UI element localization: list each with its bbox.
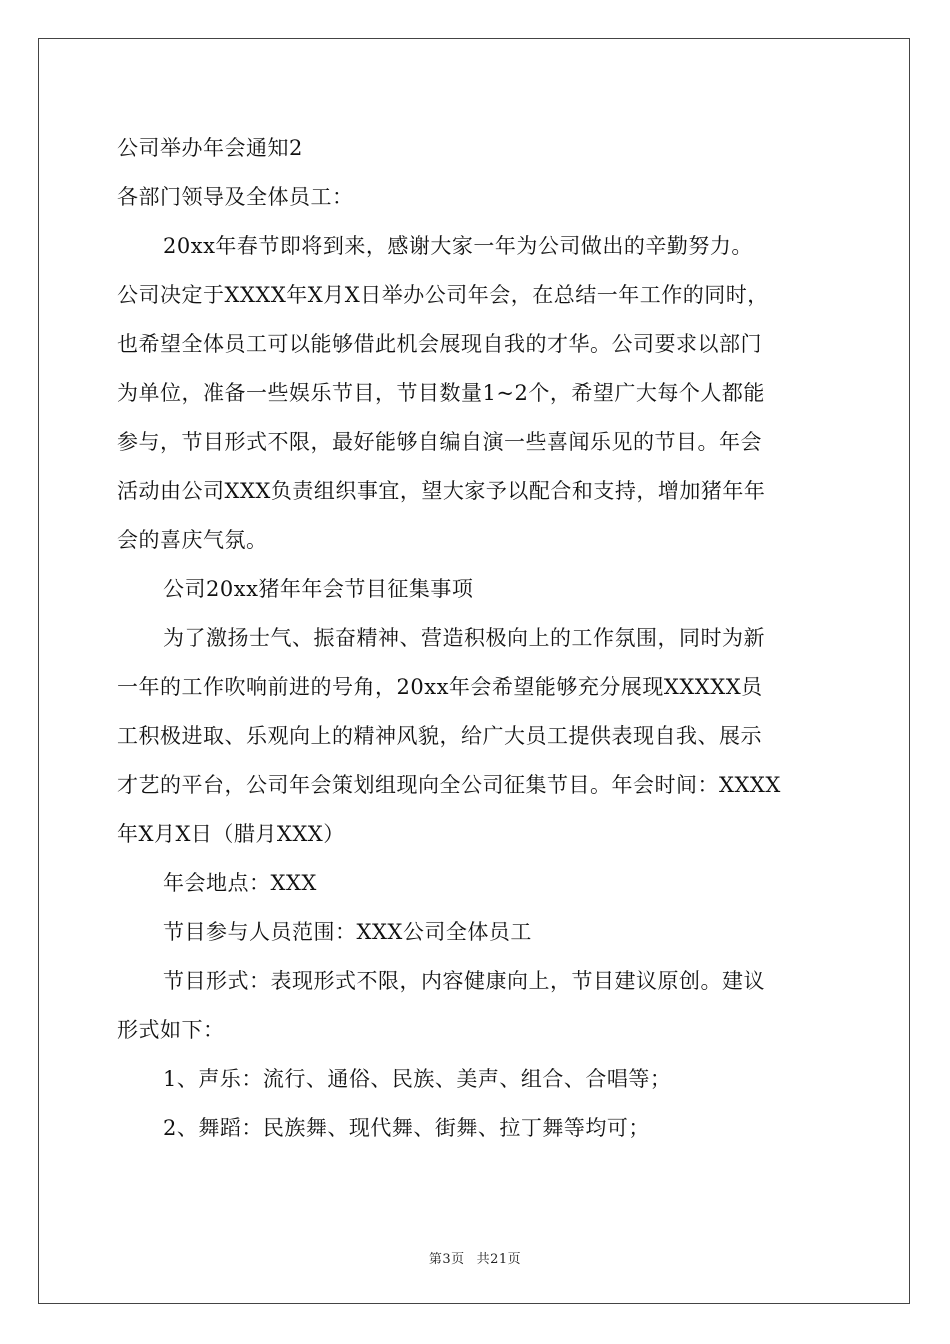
section-heading: 公司20xx猪年年会节目征集事项 [163, 577, 474, 601]
document-body [117, 124, 837, 1153]
text-line: 各部门领导及全体员工： [117, 185, 354, 209]
text-line: 参与，节目形式不限，最好能够自编自演一些喜闻乐见的节目。年会 [117, 430, 762, 454]
page-number: 第3页 [428, 1252, 465, 1267]
text-line: 节目参与人员范围：XXX公司全体员工 [163, 920, 532, 944]
text-line: 形式如下： [117, 1018, 225, 1042]
text-line: 年会地点：XXX [163, 871, 317, 895]
text-line: 也希望全体员工可以能够借此机会展现自我的才华。公司要求以部门 [117, 332, 762, 356]
page-footer [0, 1248, 950, 1267]
text-line: 节目形式：表现形式不限，内容健康向上，节目建议原创。建议 [163, 969, 765, 993]
text-line: 公司决定于XXXX年X月X日举办公司年会，在总结一年工作的同时， [117, 283, 769, 307]
list-item: 2、舞蹈：民族舞、现代舞、街舞、拉丁舞等均可； [163, 1116, 650, 1140]
page-total: 共21页 [476, 1252, 522, 1267]
list-item: 1、声乐：流行、通俗、民族、美声、组合、合唱等； [163, 1067, 672, 1091]
text-line: 为了激扬士气、振奋精神、营造积极向上的工作氛围，同时为新 [163, 626, 765, 650]
text-line: 20xx年春节即将到来，感谢大家一年为公司做出的辛勤努力。 [163, 234, 753, 258]
text-line: 活动由公司XXX负责组织事宜，望大家予以配合和支持，增加猪年年 [117, 479, 766, 503]
text-line: 年X月X日（腊月XXX） [117, 822, 345, 846]
text-line: 会的喜庆气氛。 [117, 528, 268, 552]
text-line: 一年的工作吹响前进的号角，20xx年会希望能够充分展现XXXXX员 [117, 675, 763, 699]
text-line: 工积极进取、乐观向上的精神风貌，给广大员工提供表现自我、展示 [117, 724, 762, 748]
text-line: 才艺的平台，公司年会策划组现向全公司征集节目。年会时间：XXXX [117, 773, 781, 797]
document-title: 公司举办年会通知2 [117, 136, 303, 160]
text-line: 为单位，准备一些娱乐节目，节目数量1~2个，希望广大每个人都能 [117, 381, 765, 405]
